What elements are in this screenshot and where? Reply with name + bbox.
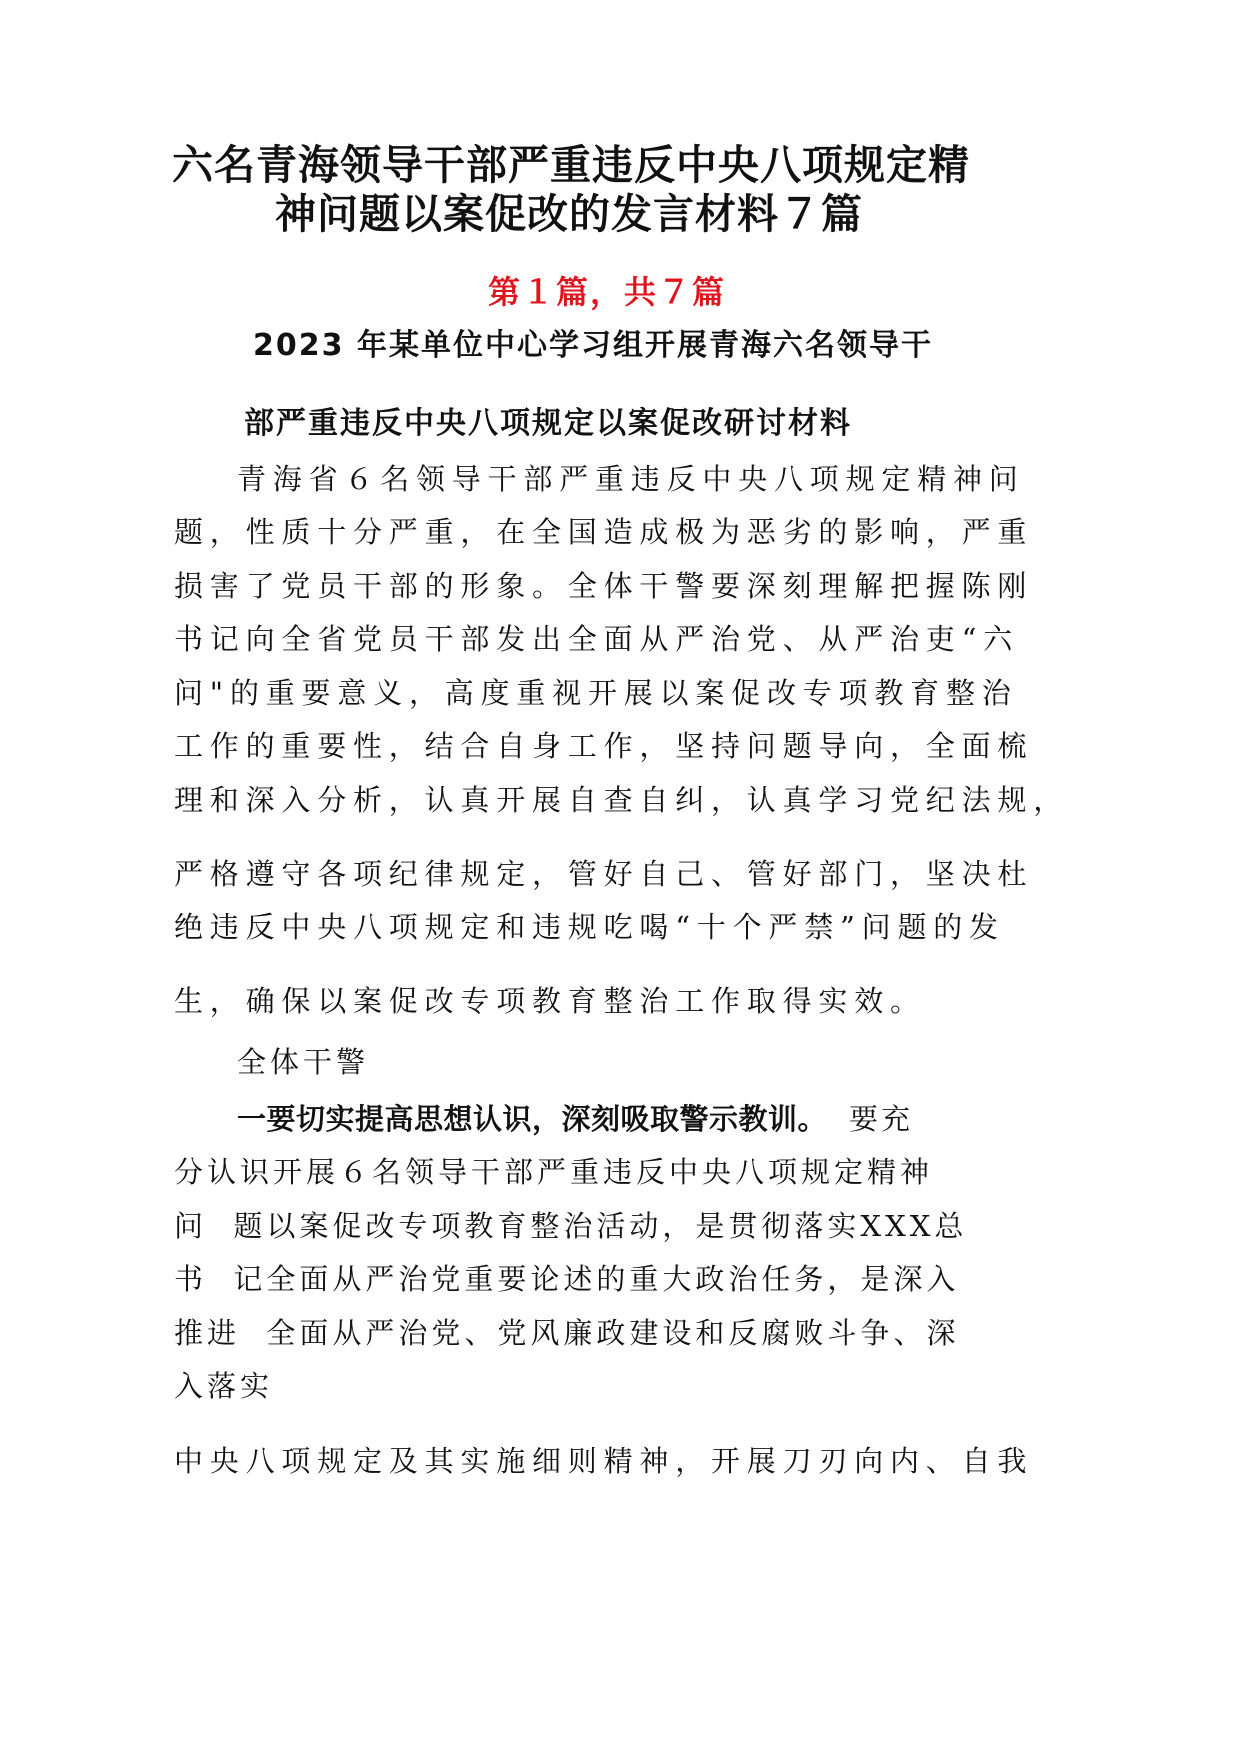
- point-1-heading-line: [237, 1102, 914, 1136]
- paragraph-line: 书记向全省党员干部发出全面从严治党、从严治吏“六: [174, 622, 1020, 656]
- point-1-bold-lead: 一要切实提高思想认识，深刻吸取警示教训。: [237, 1102, 828, 1136]
- paragraph-line: 书 记全面从严治党重要论述的重大政治任务，是深入: [174, 1262, 960, 1296]
- document-title-line-2: 神问题以案促改的发言材料７篇: [275, 190, 863, 238]
- paragraph-line: 青海省６名领导干部严重违反中央八项规定精神问: [237, 462, 1025, 496]
- section-title-line-1: 2023 年某单位中心学习组开展青海六名领导干: [253, 328, 933, 363]
- section-title-line-2: 部严重违反中央八项规定以案促改研讨材料: [244, 406, 852, 441]
- paragraph-line: 推进 全面从严治党、党风廉政建设和反腐败斗争、深: [174, 1316, 960, 1350]
- paragraph-line: 损害了党员干部的形象。全体干警要深刻理解把握陈刚: [174, 569, 1034, 603]
- paragraph-line: 生，确保以案促改专项教育整治工作取得实效。: [174, 984, 926, 1018]
- part-indicator: 第１篇，共７篇: [488, 273, 727, 311]
- addressee: 全体干警: [237, 1045, 370, 1079]
- paragraph-line: 入落实: [174, 1369, 274, 1403]
- paragraph-line: 题，性质十分严重，在全国造成极为恶劣的影响，严重: [174, 515, 1034, 549]
- paragraph-line: 分认识开展６名领导干部严重违反中央八项规定精神: [174, 1155, 934, 1189]
- document-title-line-1: 六名青海领导干部严重违反中央八项规定精: [172, 141, 970, 189]
- paragraph-line: 严格遵守各项纪律规定，管好自己、管好部门，坚决杜: [174, 857, 1034, 891]
- point-1-tail: 要充: [849, 1102, 914, 1136]
- paragraph-line: 问"的重要意义，高度重视开展以案促改专项教育整治: [174, 676, 1018, 710]
- paragraph-line: 理和深入分析，认真开展自查自纠，认真学习党纪法规，: [174, 783, 1070, 817]
- paragraph-line: 中央八项规定及其实施细则精神，开展刀刃向内、自我: [174, 1444, 1034, 1478]
- paragraph-line: 绝违反中央八项规定和违规吃喝“十个严禁”问题的发: [174, 910, 1005, 944]
- paragraph-line: 问 题以案促改专项教育整治活动，是贯彻落实XXX总: [174, 1209, 968, 1243]
- paragraph-line: 工作的重要性，结合自身工作，坚持问题导向，全面梳: [174, 729, 1034, 763]
